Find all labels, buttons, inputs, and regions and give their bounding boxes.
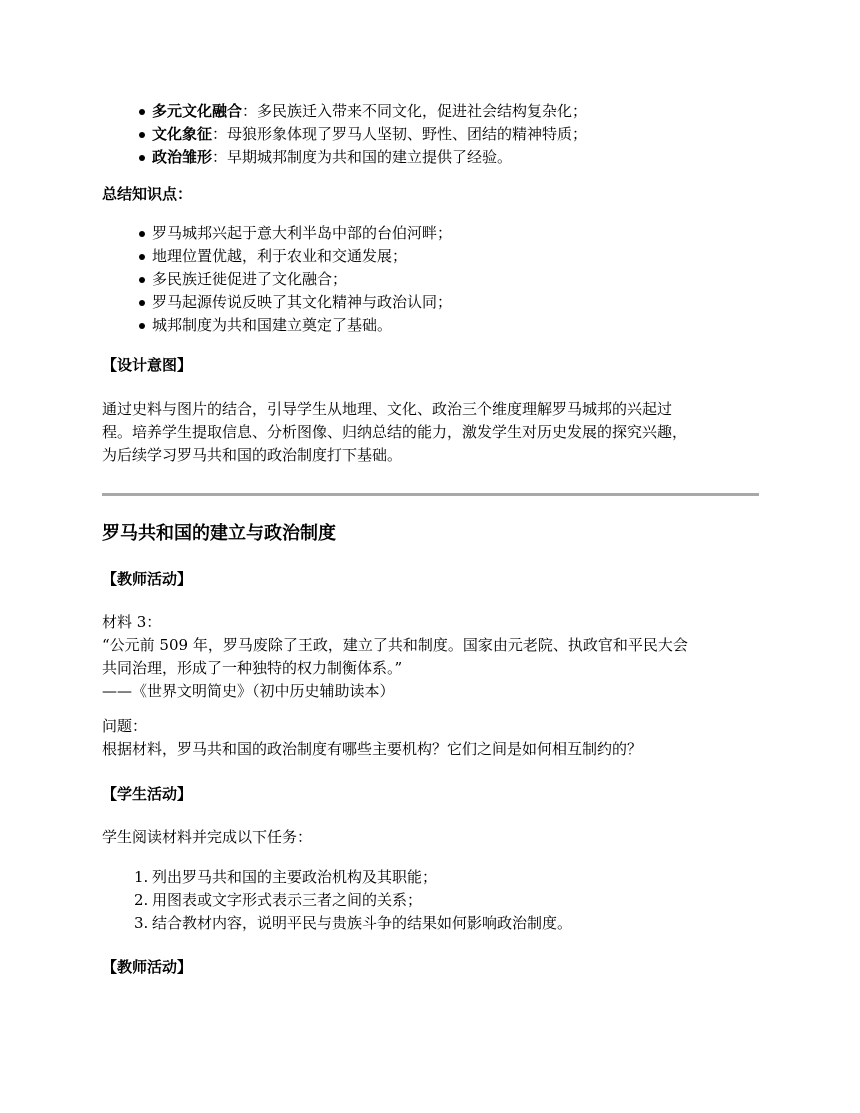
paragraph-line: 程。培养学生提取信息、分析图像、归纳总结的能力，激发学生对历史发展的探究兴趣， bbox=[102, 423, 688, 441]
material-label: 材料 3： bbox=[102, 613, 162, 631]
material-block bbox=[102, 611, 762, 703]
question-block bbox=[102, 715, 762, 761]
quote-line: 共同治理，形成了一种独特的权力制衡体系。” bbox=[102, 659, 403, 677]
list-item bbox=[102, 100, 587, 123]
list-number: 3. bbox=[134, 914, 149, 932]
list-item: 罗马城邦兴起于意大利半岛中部的台伯河畔； bbox=[102, 222, 452, 245]
list-desc: 母狼形象体现了罗马人坚韧、野性、团结的精神特质； bbox=[227, 125, 588, 143]
question-label: 问题： bbox=[102, 717, 148, 735]
list-term: 政治雏形 bbox=[152, 148, 213, 166]
summary-heading: 总结知识点： bbox=[102, 185, 193, 203]
student-intro: 学生阅读材料并完成以下任务： bbox=[102, 828, 313, 846]
teacher-activity-heading-2: 【教师活动】 bbox=[102, 958, 193, 976]
list-item bbox=[102, 146, 587, 169]
task-list bbox=[102, 866, 572, 935]
list-term: 多元文化融合 bbox=[152, 102, 243, 120]
top-bullet-list bbox=[102, 100, 587, 169]
list-item bbox=[102, 866, 572, 889]
teacher-activity-heading: 【教师活动】 bbox=[102, 570, 193, 588]
quote-line: “公元前 509 年，罗马废除了王政，建立了共和制度。国家由元老院、执政官和平民大会 bbox=[102, 636, 688, 654]
bullet-icon bbox=[139, 300, 145, 306]
list-number: 2. bbox=[134, 891, 149, 909]
summary-list bbox=[102, 222, 452, 337]
section-title: 罗马共和国的建立与政治制度 bbox=[102, 523, 336, 544]
list-desc: 早期城邦制度为共和国的建立提供了经验。 bbox=[227, 148, 513, 166]
list-item: 城邦制度为共和国建立奠定了基础。 bbox=[102, 314, 452, 337]
design-intent-heading: 【设计意图】 bbox=[102, 356, 193, 374]
quote-source: ——《世界文明简史》（初中历史辅助读本） bbox=[102, 682, 395, 700]
list-sep: ： bbox=[212, 125, 228, 143]
student-activity-heading: 【学生活动】 bbox=[102, 785, 193, 803]
list-number: 1. bbox=[134, 868, 149, 886]
list-item: 地理位置优越，利于农业和交通发展； bbox=[102, 245, 452, 268]
bullet-icon bbox=[139, 323, 145, 329]
paragraph-line: 通过史料与图片的结合，引导学生从地理、文化、政治三个维度理解罗马城邦的兴起过 bbox=[102, 400, 673, 418]
section-divider bbox=[102, 493, 759, 496]
list-text: 结合教材内容，说明平民与贵族斗争的结果如何影响政治制度。 bbox=[152, 914, 573, 932]
bullet-icon bbox=[139, 155, 145, 161]
design-intent-paragraph bbox=[102, 398, 762, 467]
list-text: 列出罗马共和国的主要政治机构及其职能； bbox=[152, 868, 438, 886]
list-item bbox=[102, 123, 587, 146]
bullet-icon bbox=[139, 109, 145, 115]
list-term: 文化象征 bbox=[152, 125, 213, 143]
bullet-icon bbox=[139, 132, 145, 138]
list-item bbox=[102, 889, 572, 912]
question-text: 根据材料，罗马共和国的政治制度有哪些主要机构？它们之间是如何相互制约的？ bbox=[102, 740, 643, 758]
bullet-icon bbox=[139, 254, 145, 260]
list-item: 多民族迁徙促进了文化融合； bbox=[102, 268, 452, 291]
bullet-icon bbox=[139, 231, 145, 237]
list-desc: 多民族迁入带来不同文化，促进社会结构复杂化； bbox=[257, 102, 588, 120]
paragraph-line: 为后续学习罗马共和国的政治制度打下基础。 bbox=[102, 446, 403, 464]
list-item bbox=[102, 912, 572, 935]
bullet-icon bbox=[139, 277, 145, 283]
list-sep: ： bbox=[242, 102, 258, 120]
list-item: 罗马起源传说反映了其文化精神与政治认同； bbox=[102, 291, 452, 314]
list-sep: ： bbox=[212, 148, 228, 166]
list-text: 用图表或文字形式表示三者之间的关系； bbox=[152, 891, 423, 909]
